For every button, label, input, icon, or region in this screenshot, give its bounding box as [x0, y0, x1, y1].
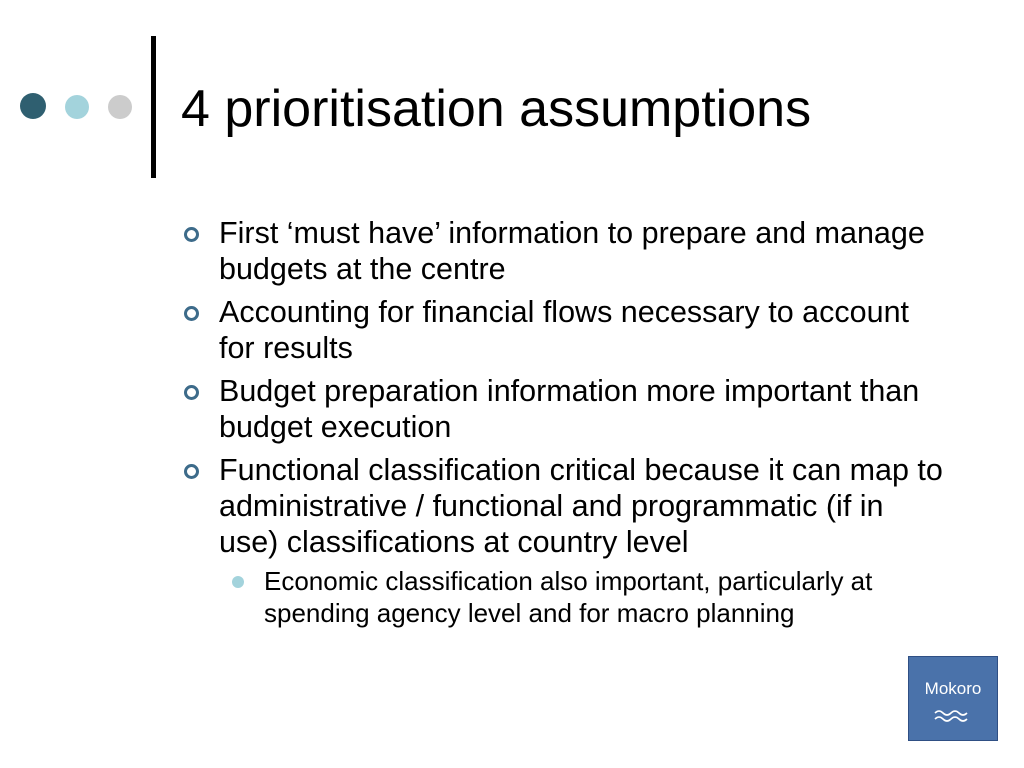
waves-icon	[933, 707, 973, 723]
decorative-dot-light	[65, 95, 89, 119]
bullet-text: Functional classification critical because it can map to administrative / functional and programmatic (if in use) classifications at country level	[219, 453, 943, 559]
bullet-item	[219, 373, 949, 445]
bullet-ring-icon	[184, 227, 199, 242]
bullet-item	[219, 452, 949, 629]
sub-bullet-text: Economic classification also important, particularly at spending agency level and for macro planning	[264, 566, 873, 628]
bullet-item	[219, 215, 949, 287]
title-divider	[151, 36, 156, 178]
bullet-text: Accounting for financial flows necessary to account for results	[219, 295, 910, 365]
bullet-ring-icon	[184, 464, 199, 479]
mokoro-logo	[908, 656, 998, 741]
sub-bullet-item	[264, 565, 949, 629]
sub-bullet-list	[219, 565, 949, 629]
logo-text: Mokoro	[924, 679, 982, 698]
bullet-ring-icon	[184, 385, 199, 400]
decorative-dot-dark	[20, 93, 46, 119]
bullet-list	[219, 215, 949, 636]
slide-title: 4 prioritisation assumptions	[181, 80, 812, 138]
bullet-text: First ‘must have’ information to prepare and manage budgets at the centre	[219, 216, 925, 286]
bullet-text: Budget preparation information more important than budget execution	[219, 374, 920, 444]
bullet-item	[219, 294, 949, 366]
decorative-dot-grey	[108, 95, 132, 119]
sub-bullet-dot-icon	[232, 576, 244, 588]
bullet-ring-icon	[184, 306, 199, 321]
